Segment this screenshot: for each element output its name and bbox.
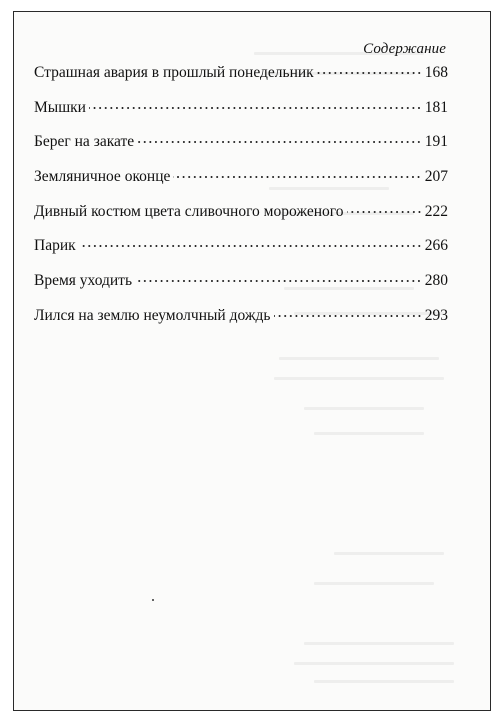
toc-entry[interactable] <box>34 237 448 272</box>
table-of-contents <box>34 64 448 342</box>
toc-entry-page: 168 <box>424 64 448 81</box>
page-header: Содержание <box>363 41 446 57</box>
toc-entry-title: Страшная авария в прошлый понедельник <box>34 64 314 81</box>
toc-entry-title: Берег на закате <box>34 133 135 151</box>
toc-entry-page: 293 <box>424 306 448 324</box>
toc-entry[interactable] <box>34 64 448 99</box>
dot-leader <box>274 315 422 317</box>
toc-entry-title: Парик <box>34 237 76 255</box>
dot-leader <box>135 280 422 282</box>
toc-entry-title: Мышки <box>34 98 86 116</box>
toc-entry[interactable] <box>34 133 448 168</box>
toc-entry[interactable] <box>34 203 448 238</box>
toc-entry[interactable] <box>34 272 448 307</box>
toc-entry-title: Дивный костюм цвета сливочного мороженого <box>34 202 344 220</box>
dot-leader <box>317 72 422 74</box>
toc-entry-title: Земляничное оконце <box>34 168 171 186</box>
toc-entry-page: 207 <box>424 168 448 186</box>
toc-entry-page: 191 <box>424 133 448 151</box>
dot-leader <box>89 107 422 109</box>
toc-entry[interactable] <box>34 99 448 134</box>
book-page <box>13 11 491 711</box>
toc-entry-title: Время уходить <box>34 272 133 290</box>
toc-entry-page: 266 <box>424 237 448 255</box>
dot-leader <box>173 176 421 178</box>
toc-entry-title: Лился на землю неумолчный дождь <box>34 306 271 324</box>
toc-entry-page: 181 <box>424 98 448 116</box>
dot-leader <box>137 141 422 143</box>
toc-entry-page: 222 <box>424 202 448 220</box>
toc-entry[interactable] <box>34 307 448 342</box>
toc-entry[interactable] <box>34 168 448 203</box>
toc-entry-page: 280 <box>424 272 448 290</box>
dot-leader <box>79 245 422 247</box>
dot-leader <box>347 211 422 213</box>
